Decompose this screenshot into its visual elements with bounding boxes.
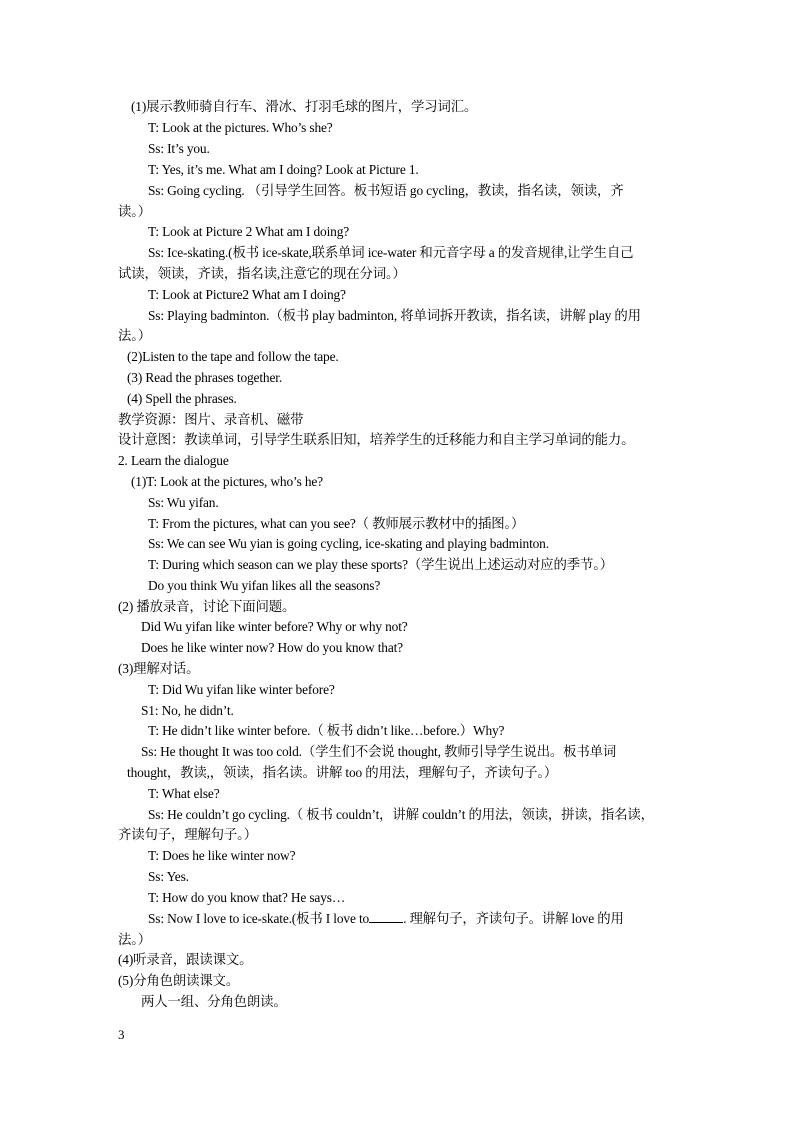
dialogue-line: T: What else?	[148, 786, 220, 801]
dialogue-line: (1)T: Look at the pictures, who’s he?	[131, 474, 323, 489]
dialogue-line: T: Look at Picture 2 What am I doing?	[148, 224, 350, 239]
step-2-line: (2)Listen to the tape and follow the tape.	[127, 349, 339, 364]
step-heading: (5)分角色朗读课文。	[118, 973, 240, 988]
fill-blank	[369, 910, 403, 923]
dialogue-line: T: Did Wu yifan like winter before?	[148, 682, 335, 697]
dialogue-line-continued: 试读，领读，齐读，指名读,注意它的现在分词。）	[118, 266, 406, 281]
dialogue-line	[148, 910, 708, 928]
section-heading: 2. Learn the dialogue	[118, 453, 229, 468]
dialogue-line-continued: 齐读句子，理解句子。）	[118, 827, 257, 842]
dialogue-line: Do you think Wu yifan likes all the seasons?	[148, 578, 381, 593]
dialogue-line: T: Look at the pictures. Who’s she?	[148, 120, 333, 135]
dialogue-line: Ss: Playing badminton.（板书 play badminton, 将单词拆开教读，指名读，讲解 play 的用	[148, 308, 641, 323]
step-heading: (4)听录音，跟读课文。	[118, 952, 253, 967]
dialogue-line: T: From the pictures, what can you see?（ 教师展示教材中的插图。）	[148, 516, 525, 531]
dialogue-line: Ss: Wu yifan.	[148, 495, 219, 510]
dialogue-text: . 理解句子，齐读句子。讲解 love 的用	[403, 911, 624, 926]
dialogue-line: T: He didn’t like winter before.（ 板书 didn’t like…before.）Why?	[148, 723, 505, 738]
question-line: Does he like winter now? How do you know that?	[141, 640, 403, 655]
step-4-line: (4) Spell the phrases.	[127, 391, 237, 406]
step-heading: (3)理解对话。	[118, 661, 200, 676]
instruction-line: 两人一组、分角色朗读。	[141, 994, 287, 1009]
dialogue-line: Ss: Ice-skating.(板书 ice-skate,联系单词 ice-water 和元音字母 a 的发音规律,让学生自己	[148, 245, 634, 260]
dialogue-line: T: Does he like winter now?	[148, 848, 296, 863]
step-1-heading: (1)展示教师骑自行车、滑冰、打羽毛球的图片，学习词汇。	[131, 99, 478, 114]
question-line: Did Wu yifan like winter before? Why or why not?	[141, 619, 408, 634]
page-number: 3	[118, 1027, 125, 1042]
dialogue-line: Ss: Going cycling. （引导学生回答。板书短语 go cycling，教读，指名读，领读，齐	[148, 183, 624, 198]
dialogue-line: Ss: He thought It was too cold.（学生们不会说 thought, 教师引导学生说出。板书单词	[141, 744, 617, 759]
dialogue-line-continued: 法。）	[118, 328, 152, 343]
dialogue-text: Ss: Now I love to ice-skate.(板书 I love to	[148, 911, 370, 926]
dialogue-line-continued: thought，教读,，领读，指名读。讲解 too 的用法，理解句子，齐读句子。）	[127, 765, 558, 780]
dialogue-line: Ss: Yes.	[148, 869, 189, 884]
dialogue-line: T: During which season can we play these sports?（学生说出上述运动对应的季节。）	[148, 557, 614, 572]
dialogue-line: Ss: We can see Wu yian is going cycling, ice-skating and playing badminton.	[148, 536, 549, 551]
dialogue-line: Ss: It’s you.	[148, 141, 210, 156]
dialogue-line: S1: No, he didn’t.	[141, 703, 234, 718]
design-intent: 设计意图：教读单词，引导学生联系旧知，培养学生的迁移能力和自主学习单词的能力。	[118, 432, 635, 447]
dialogue-line: T: Look at Picture2 What am I doing?	[148, 287, 346, 302]
step-3-line: (3) Read the phrases together.	[127, 370, 283, 385]
dialogue-line-continued: 读。）	[118, 204, 152, 219]
dialogue-line-continued: 法。）	[118, 932, 152, 947]
step-heading: (2) 播放录音，讨论下面问题。	[118, 599, 296, 614]
teaching-resources: 教学资源：图片、录音机、磁带	[118, 412, 304, 427]
dialogue-line: Ss: He couldn’t go cycling.（ 板书 couldn’t，讲解 couldn’t 的用法，领读，拼读，指名读，	[148, 807, 654, 822]
dialogue-line: T: How do you know that? He says…	[148, 890, 346, 905]
dialogue-line: T: Yes, it’s me. What am I doing? Look at Picture 1.	[148, 162, 419, 177]
